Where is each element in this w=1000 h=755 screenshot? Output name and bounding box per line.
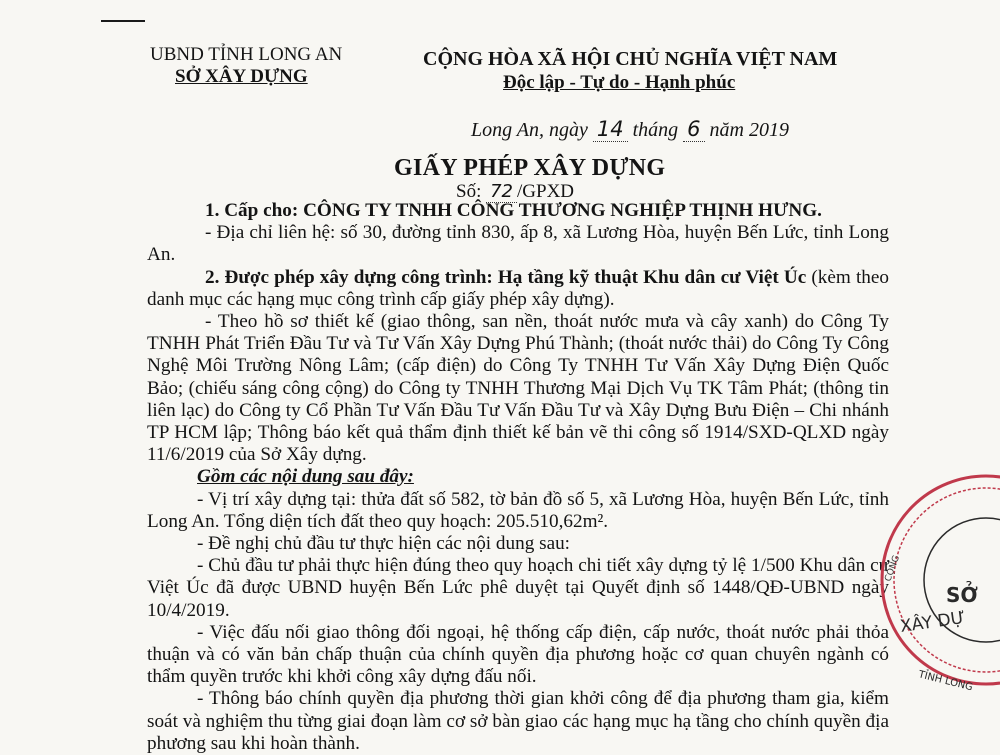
stamp-top-text: SỞ [946, 583, 978, 607]
design-paragraph: - Theo hồ sơ thiết kế (giao thông, san nền, thoát nước mưa và cây xanh) do Công Ty TNHH Phát Triển Đầu Tư và Tư Vấn Xây Dựng Phú Thành; (thoát nước thải) do Công Ty Công Nghệ Môi Trường Nông Lâm; (cấp điện) do Công Ty TNHH Tư Vấn Xây Dựng Điện Quốc Bảo; (chiếu sáng công cộng) do Công ty TNHH Thương Mại Dịch Vụ TK Tâm Phát; (thông tin liên lạc) do Công ty Cổ Phần Tư Vấn Đầu Tư Vấn Đầu Tư và Xây Dựng Bưu Điện – Chi nhánh TP HCM lập; Thông báo kết quả thẩm định thiết kế bản vẽ thi công số 1914/SXD-QLXD ngày 11/6/2019 của Sở Xây dựng. [147, 311, 889, 466]
date-month: 6 [683, 117, 704, 142]
stamp-dotted-ring [894, 488, 1000, 672]
document-title: GIẤY PHÉP XÂY DỰNG [394, 155, 666, 181]
stamp-bottom-text: TỈNH LONG [917, 669, 974, 694]
section-2-note: (kèm theo danh mục các hạng mục công trình cấp giấy phép xây dựng). [147, 266, 889, 310]
stamp-mid-text: XÂY DỰ [898, 608, 967, 637]
section-2-label: 2. Được phép xây dựng công trình: Hạ tầng kỹ thuật Khu dân cư Việt Úc [205, 266, 807, 288]
permit-number-value: 72 [486, 181, 517, 203]
construction-location: - Vị trí xây dựng tại: thửa đất số 582, tờ bản đồ số 5, xã Lương Hòa, huyện Bến Lức, tỉnh Long An. Tổng diện tích đất theo quy hoạch: 205.510,62m². [147, 488, 889, 532]
stamp-outer-ring [882, 476, 1000, 684]
document-body [147, 200, 889, 755]
official-seal-stamp [868, 462, 1000, 702]
requirement-notification: - Thông báo chính quyền địa phương thời gian khởi công để địa phương tham gia, kiểm soát và nghiệm thu từng giai đoạn làm cơ sở bàn giao các hạng mục hạ tầng cho chính quyền địa phương sau khi hoàn thành. [147, 688, 889, 754]
requirement-planning: - Chủ đầu tư phải thực hiện đúng theo quy hoạch chi tiết xây dựng tỷ lệ 1/500 Khu dân cư Việt Úc đã được UBND huyện Bến Lức phê duyệt tại Quyết định số 1448/QĐ-UBND ngày 10/4/2019. [147, 555, 889, 621]
recipient-company: CÔNG TY TNHH CÔNG THƯƠNG NGHIỆP THỊNH HƯNG. [303, 200, 822, 221]
national-title: CỘNG HÒA XÃ HỘI CHỦ NGHĨA VIỆT NAM [423, 48, 838, 70]
issue-date [471, 117, 789, 142]
stamp-side-text: CỘNG [883, 554, 903, 584]
date-month-label: tháng [632, 119, 679, 141]
national-motto: Độc lập - Tự do - Hạnh phúc [503, 72, 736, 93]
issuing-authority: UBND TỈNH LONG AN [150, 44, 343, 65]
issuing-department: SỞ XÂY DỰNG [175, 66, 308, 87]
date-day: 14 [593, 117, 628, 142]
requirement-connection: - Việc đấu nối giao thông đối ngoại, hệ thống cấp điện, cấp nước, thoát nước phải thỏa thuận và có văn bản chấp thuận của chính quyền địa phương hoặc cơ quan chuyên ngành có thẩm quyền trước khi khởi công xây dựng đấu nối. [147, 621, 889, 688]
date-prefix: Long An, ngày [471, 119, 588, 141]
section-1-label: 1. Cấp cho: [205, 200, 299, 221]
owner-request: - Đề nghị chủ đầu tư thực hiện các nội dung sau: [197, 533, 571, 555]
date-year: năm 2019 [709, 119, 789, 141]
permit-number-suffix: /GPXD [517, 181, 575, 202]
section-2-scope [147, 267, 889, 311]
scan-mark [101, 20, 145, 22]
section-1-recipient [147, 200, 889, 222]
contents-heading: Gồm các nội dung sau đây: [197, 466, 414, 488]
permit-number-prefix: Số: [456, 181, 482, 202]
contents-heading-line [147, 466, 889, 488]
recipient-address: - Địa chỉ liên hệ: số 30, đường tỉnh 830, ấp 8, xã Lương Hòa, huyện Bến Lức, tỉnh Long An. [147, 222, 889, 266]
